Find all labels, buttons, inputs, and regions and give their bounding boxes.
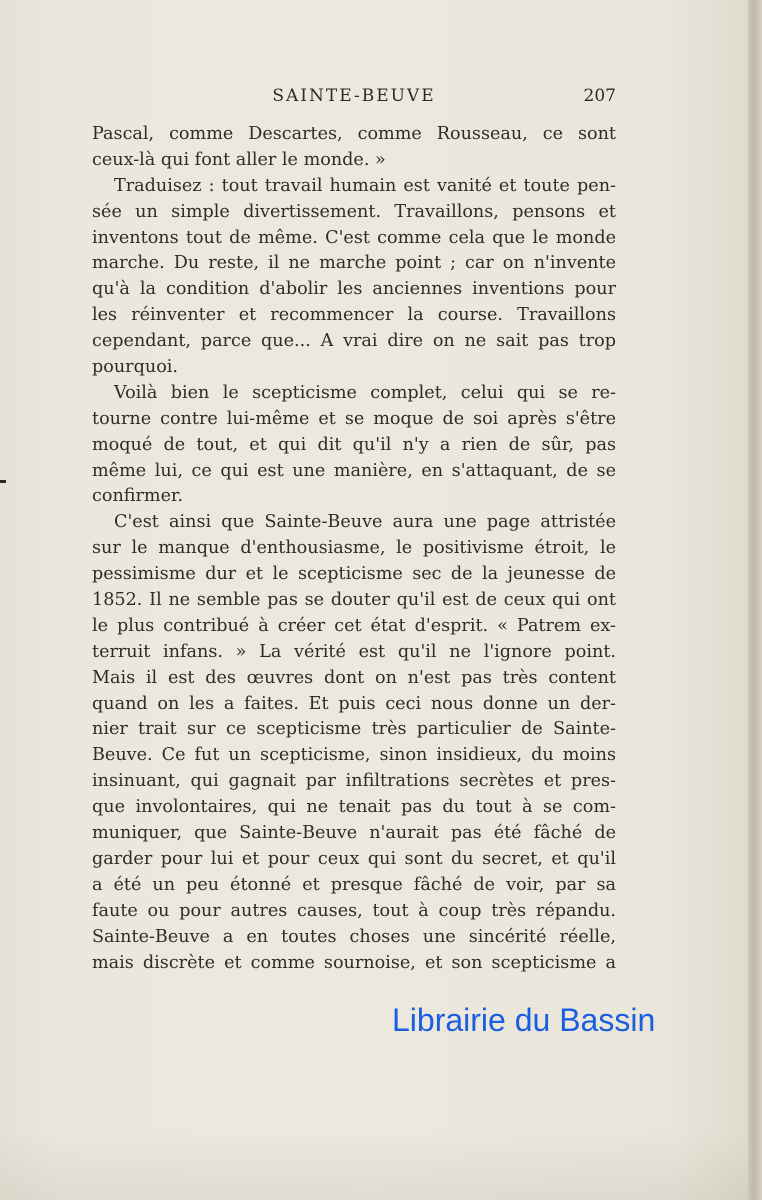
text-line: Traduisez : tout travail humain est vanité et toute pen- <box>114 175 616 196</box>
text-line: les réinventer et recommencer la course. Travaillons <box>92 305 616 326</box>
text-line: nier trait sur ce scepticisme très particulier de Sainte- <box>92 719 616 740</box>
text-line: Mais il est des œuvres dont on n'est pas très content <box>92 667 616 688</box>
text-line: qu'à la condition d'abolir les anciennes inventions pour <box>92 279 616 300</box>
page-header <box>92 86 616 112</box>
text-line: marche. Du reste, il ne marche point ; car on n'invente <box>92 253 616 274</box>
text-line: pourquoi. <box>92 357 179 378</box>
text-line: tourne contre lui-même et se moque de soi après s'être <box>92 408 616 429</box>
watermark: Librairie du Bassin <box>392 1002 656 1038</box>
text-line: cependant, parce que... A vrai dire on ne sait pas trop <box>92 331 616 352</box>
text-line: insinuant, qui gagnait par infiltrations secrètes et pres- <box>92 771 616 792</box>
text-line: garder pour lui et pour ceux qui sont du secret, et qu'il <box>92 848 616 869</box>
page-bottom-shadow <box>0 1130 748 1200</box>
text-line: confirmer. <box>92 486 184 507</box>
text-line: Voilà bien le scepticisme complet, celui qui se re- <box>114 382 616 403</box>
text-line: ceux-là qui font aller le monde. » <box>92 149 386 170</box>
text-line: sée un simple divertissement. Travaillons, pensons et <box>92 201 616 222</box>
text-line: C'est ainsi que Sainte-Beuve aura une page attristée <box>114 512 616 533</box>
text-line: même lui, ce qui est une manière, en s'attaquant, de se <box>92 460 616 481</box>
text-line: inventons tout de même. C'est comme cela que le monde <box>92 227 616 248</box>
page-edge <box>748 0 762 1200</box>
text-line: mais discrète et comme sournoise, et son scepticisme a <box>92 952 616 973</box>
running-title: SAINTE-BEUVE <box>272 86 436 106</box>
text-line: faute ou pour autres causes, tout à coup très répandu. <box>92 900 616 921</box>
text-line: Pascal, comme Descartes, comme Rousseau, ce sont <box>92 124 616 144</box>
text-line: le plus contribué à créer cet état d'esprit. « Patrem ex- <box>92 615 616 636</box>
text-line: 1852. Il ne semble pas se douter qu'il est de ceux qui ont <box>92 590 616 611</box>
page-number: 207 <box>583 86 616 106</box>
text-line: sur le manque d'enthousiasme, le positivisme étroit, le <box>92 538 616 559</box>
text-line: moqué de tout, et qui dit qu'il n'y a rien de sûr, pas <box>92 434 616 455</box>
text-line: quand on les a faites. Et puis ceci nous donne un der- <box>92 693 616 714</box>
text-line: a été un peu étonné et presque fâché de voir, par sa <box>92 874 616 895</box>
text-line: muniquer, que Sainte-Beuve n'aurait pas été fâché de <box>92 823 616 844</box>
text-line: pessimisme dur et le scepticisme sec de la jeunesse de <box>92 564 616 585</box>
margin-mark <box>0 480 6 483</box>
text-line: terruit infans. » La vérité est qu'il ne l'ignore point. <box>92 641 616 662</box>
text-line: Beuve. Ce fut un scepticisme, sinon insidieux, du moins <box>92 745 616 766</box>
body-text <box>92 122 616 976</box>
text-line: que involontaires, qui ne tenait pas du tout à se com- <box>92 797 616 818</box>
text-line: Sainte-Beuve a en toutes choses une sincérité réelle, <box>92 926 616 947</box>
